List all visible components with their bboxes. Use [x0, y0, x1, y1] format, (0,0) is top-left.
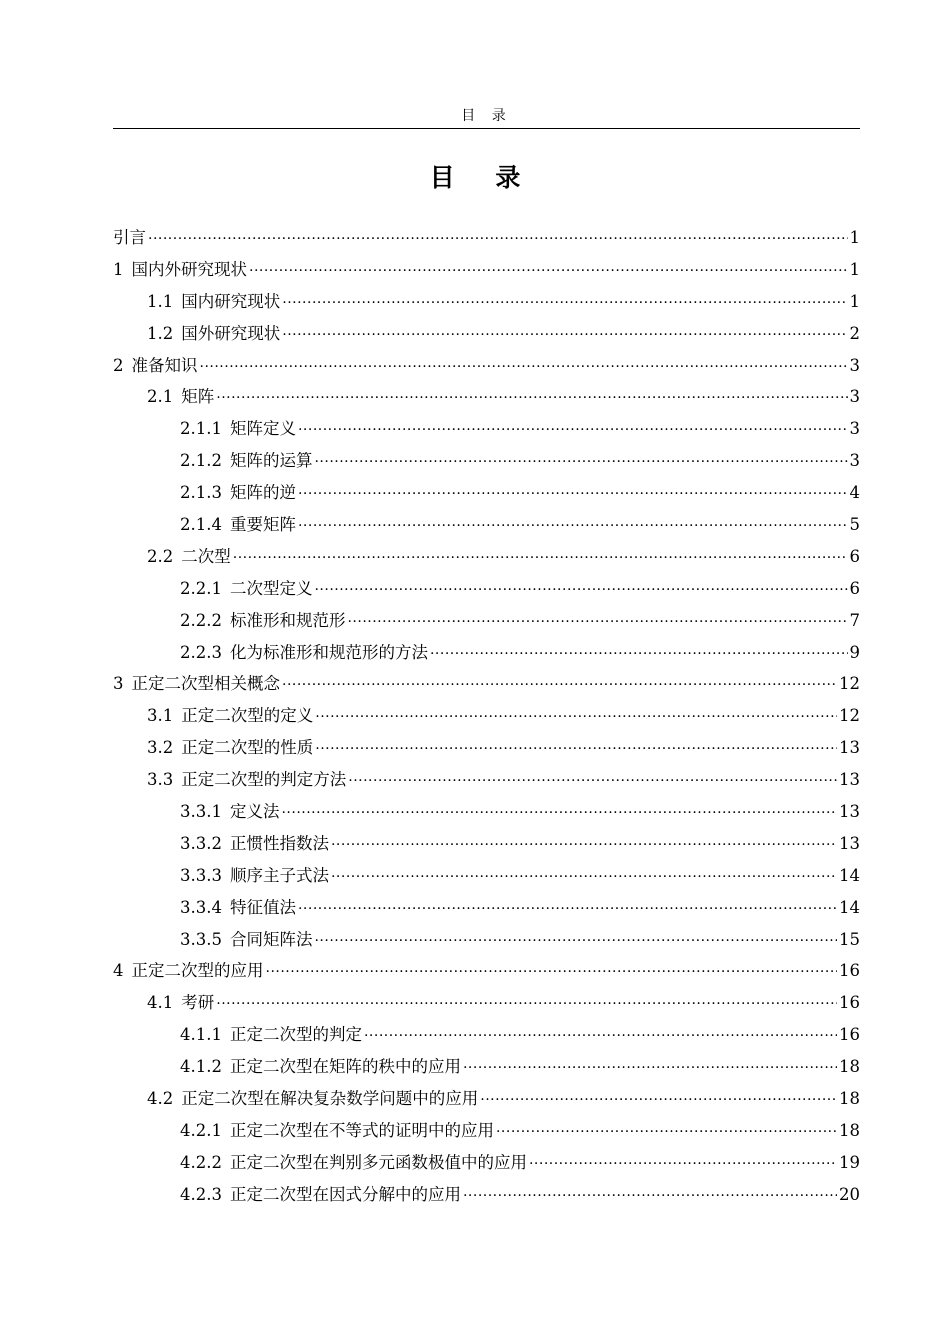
toc-entry-number: 2.1.1 — [180, 419, 222, 439]
toc-entry-title: 矩阵的逆 — [229, 483, 296, 503]
toc-entry-title: 正定二次型的性质 — [181, 738, 314, 758]
dot-leader — [315, 696, 837, 730]
toc-entry-title: 国内研究现状 — [181, 291, 281, 311]
toc-entry-title: 国内外研究现状 — [131, 259, 247, 279]
toc-entry-number: 2.1.4 — [180, 515, 222, 535]
toc-entry-title: 正定二次型的定义 — [181, 706, 314, 726]
toc-entry-page: 6 — [849, 546, 860, 566]
dot-leader — [364, 1015, 837, 1049]
toc-entry-page: 18 — [839, 1057, 860, 1077]
toc-entry-page: 3 — [849, 355, 860, 375]
toc-entry-number: 1.1 — [147, 291, 174, 311]
toc-entry-title: 矩阵的运算 — [229, 451, 313, 471]
dot-leader — [298, 505, 848, 539]
toc-entry-title: 标准形和规范形 — [229, 610, 346, 630]
dot-leader — [216, 983, 837, 1017]
dot-leader — [282, 664, 837, 698]
dot-leader — [314, 441, 847, 475]
toc-entry-page: 3 — [849, 387, 860, 407]
dot-leader — [347, 601, 847, 635]
toc-entry-page: 12 — [839, 674, 860, 694]
toc-entry-number: 4.2.1 — [180, 1120, 222, 1140]
toc-entry-number: 2.1 — [147, 387, 174, 407]
toc-entry-page: 14 — [839, 897, 860, 917]
dot-leader — [282, 314, 847, 348]
toc-entry-page: 1 — [849, 259, 860, 279]
toc-entry-title: 考研 — [181, 993, 215, 1013]
dot-leader — [233, 537, 848, 571]
dot-leader — [315, 728, 837, 762]
toc-entry-page: 15 — [839, 929, 860, 949]
toc-entry-page: 18 — [839, 1089, 860, 1109]
toc-entry-title: 正惯性指数法 — [229, 833, 329, 853]
toc-entry-page: 13 — [839, 802, 860, 822]
toc-entry-number: 3.3.1 — [180, 802, 222, 822]
toc-entry-page: 2 — [849, 323, 860, 343]
toc-entry-number: 2.1.3 — [180, 483, 222, 503]
toc-entry-page: 4 — [849, 483, 860, 503]
toc-entry-number: 3 — [113, 674, 124, 694]
toc-entry-page: 16 — [839, 993, 860, 1013]
dot-leader — [266, 951, 838, 985]
toc-entry-number: 2.2.1 — [180, 578, 222, 598]
toc-entry-page: 6 — [849, 578, 860, 598]
toc-entry-title: 正定二次型在判别多元函数极值中的应用 — [229, 1152, 527, 1172]
toc-entry-title: 正定二次型的判定方法 — [181, 770, 347, 790]
toc-entry-title: 正定二次型在解决复杂数学问题中的应用 — [181, 1089, 479, 1109]
toc-entry-number: 3.3.3 — [180, 865, 222, 885]
toc-entry-number: 1 — [113, 259, 124, 279]
header-rule — [113, 128, 860, 129]
dot-leader — [430, 633, 848, 667]
dot-leader — [331, 824, 837, 858]
dot-leader — [314, 569, 847, 603]
toc-entry-page: 3 — [849, 451, 860, 471]
toc-entry-number: 4 — [113, 961, 124, 981]
toc-entry-title: 正定二次型的应用 — [131, 961, 264, 981]
dot-leader — [249, 250, 848, 284]
running-header: 目 录 — [461, 108, 512, 124]
toc-entry-page: 7 — [849, 610, 860, 630]
toc-entry-title: 顺序主子式法 — [229, 865, 329, 885]
dot-leader — [480, 1079, 837, 1113]
toc-entry-title: 定义法 — [229, 802, 280, 822]
toc-entry-number: 1.2 — [147, 323, 174, 343]
toc-entry-number: 3.3 — [147, 770, 174, 790]
toc-entry-number: 3.3.5 — [180, 929, 222, 949]
toc-entry-number: 2.2.2 — [180, 610, 222, 630]
dot-leader — [148, 218, 848, 252]
toc-entry-title: 正定二次型在不等式的证明中的应用 — [229, 1120, 494, 1140]
table-of-contents — [113, 222, 860, 1211]
toc-entry-page: 9 — [849, 642, 860, 662]
toc-entry-number: 4.1 — [147, 993, 174, 1013]
toc-entry-page: 13 — [839, 833, 860, 853]
toc-entry-number: 3.1 — [147, 706, 174, 726]
toc-entry-title: 矩阵 — [181, 387, 215, 407]
toc-entry-page: 16 — [839, 961, 860, 981]
toc-entry-number: 2 — [113, 355, 124, 375]
toc-entry-number: 2.2 — [147, 546, 174, 566]
dot-leader — [298, 409, 848, 443]
toc-entry-title: 准备知识 — [131, 355, 198, 375]
dot-leader — [496, 1111, 837, 1145]
toc-entry-number: 4.2 — [147, 1089, 174, 1109]
dot-leader — [200, 346, 848, 380]
toc-entry-title: 二次型定义 — [229, 578, 313, 598]
toc-entry-page: 13 — [839, 738, 860, 758]
toc-entry-title: 合同矩阵法 — [229, 929, 313, 949]
toc-entry-number: 4.1.2 — [180, 1057, 222, 1077]
toc-entry-number: 2.1.2 — [180, 451, 222, 471]
dot-leader — [281, 792, 837, 826]
toc-entry-title: 正定二次型在因式分解中的应用 — [229, 1184, 461, 1204]
toc-entry-page: 13 — [839, 770, 860, 790]
toc-entry-page: 5 — [849, 515, 860, 535]
toc-entry[interactable] — [113, 1179, 860, 1211]
toc-entry-page: 19 — [839, 1152, 860, 1172]
dot-leader — [463, 1047, 837, 1081]
toc-entry-page: 12 — [839, 706, 860, 726]
dot-leader — [282, 282, 847, 316]
dot-leader — [298, 473, 848, 507]
dot-leader — [529, 1143, 837, 1177]
page-title: 目 录 — [429, 163, 537, 192]
toc-entry-number: 3.3.4 — [180, 897, 222, 917]
toc-entry-number: 4.2.2 — [180, 1152, 222, 1172]
dot-leader — [331, 856, 837, 890]
toc-entry-page: 18 — [839, 1120, 860, 1140]
dot-leader — [298, 888, 837, 922]
toc-entry-title: 正定二次型相关概念 — [131, 674, 280, 694]
toc-entry-title: 引言 — [113, 228, 146, 247]
toc-entry-number: 3.3.2 — [180, 833, 222, 853]
toc-entry-title: 正定二次型的判定 — [229, 1025, 362, 1045]
toc-entry-title: 矩阵定义 — [229, 419, 296, 439]
toc-entry-page: 1 — [849, 228, 860, 247]
toc-entry-page: 1 — [849, 291, 860, 311]
toc-entry-number: 4.2.3 — [180, 1184, 222, 1204]
toc-entry-number: 2.2.3 — [180, 642, 222, 662]
toc-entry-page: 3 — [849, 419, 860, 439]
dot-leader — [314, 920, 837, 954]
toc-entry-page: 14 — [839, 865, 860, 885]
toc-entry-page: 16 — [839, 1025, 860, 1045]
dot-leader — [348, 760, 837, 794]
toc-entry-title: 正定二次型在矩阵的秩中的应用 — [229, 1057, 461, 1077]
toc-entry-title: 化为标准形和规范形的方法 — [229, 642, 428, 662]
toc-entry-title: 国外研究现状 — [181, 323, 281, 343]
toc-entry-title: 特征值法 — [229, 897, 296, 917]
dot-leader — [463, 1175, 837, 1209]
dot-leader — [216, 377, 847, 411]
toc-entry-page: 20 — [839, 1184, 860, 1204]
toc-entry-number: 4.1.1 — [180, 1025, 222, 1045]
toc-entry-number: 3.2 — [147, 738, 174, 758]
toc-entry-title: 重要矩阵 — [229, 515, 296, 535]
toc-entry-title: 二次型 — [181, 546, 231, 566]
